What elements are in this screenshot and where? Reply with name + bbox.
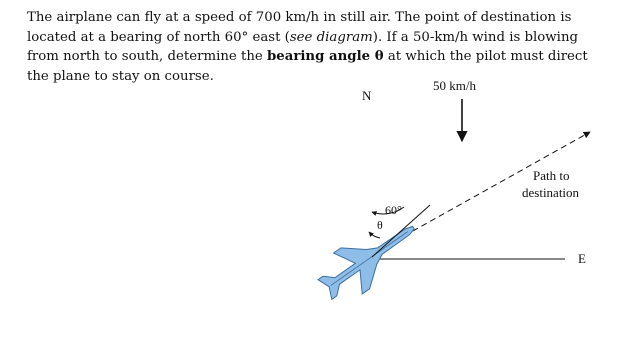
theta-arc	[369, 232, 380, 238]
problem-text-part4: at which the pilot must direct the plane to stay on course.	[27, 49, 588, 84]
sixty-degree-label: 60°	[385, 203, 402, 217]
wind-speed-label: 50 km/h	[433, 78, 476, 93]
east-label: E	[578, 251, 586, 266]
problem-text-part3: ). If a 50-km/h wind is blowing from north to south, determine the	[27, 29, 579, 64]
north-label: N	[362, 88, 372, 103]
path-label-line1: Path to	[533, 168, 570, 183]
destination-path-line	[404, 132, 590, 236]
path-label-line2: destination	[522, 185, 580, 200]
theta-label: θ	[377, 218, 383, 232]
problem-bold-term: bearing angle θ	[266, 49, 384, 64]
problem-text-italic-prefix: see	[289, 29, 317, 45]
problem-text-part1: The airplane can fly at a speed of 700 km/h in still air. The point of destination is located at a bearing of north 60° east (	[27, 10, 572, 45]
problem-text-italic-word: diagram	[316, 29, 373, 45]
